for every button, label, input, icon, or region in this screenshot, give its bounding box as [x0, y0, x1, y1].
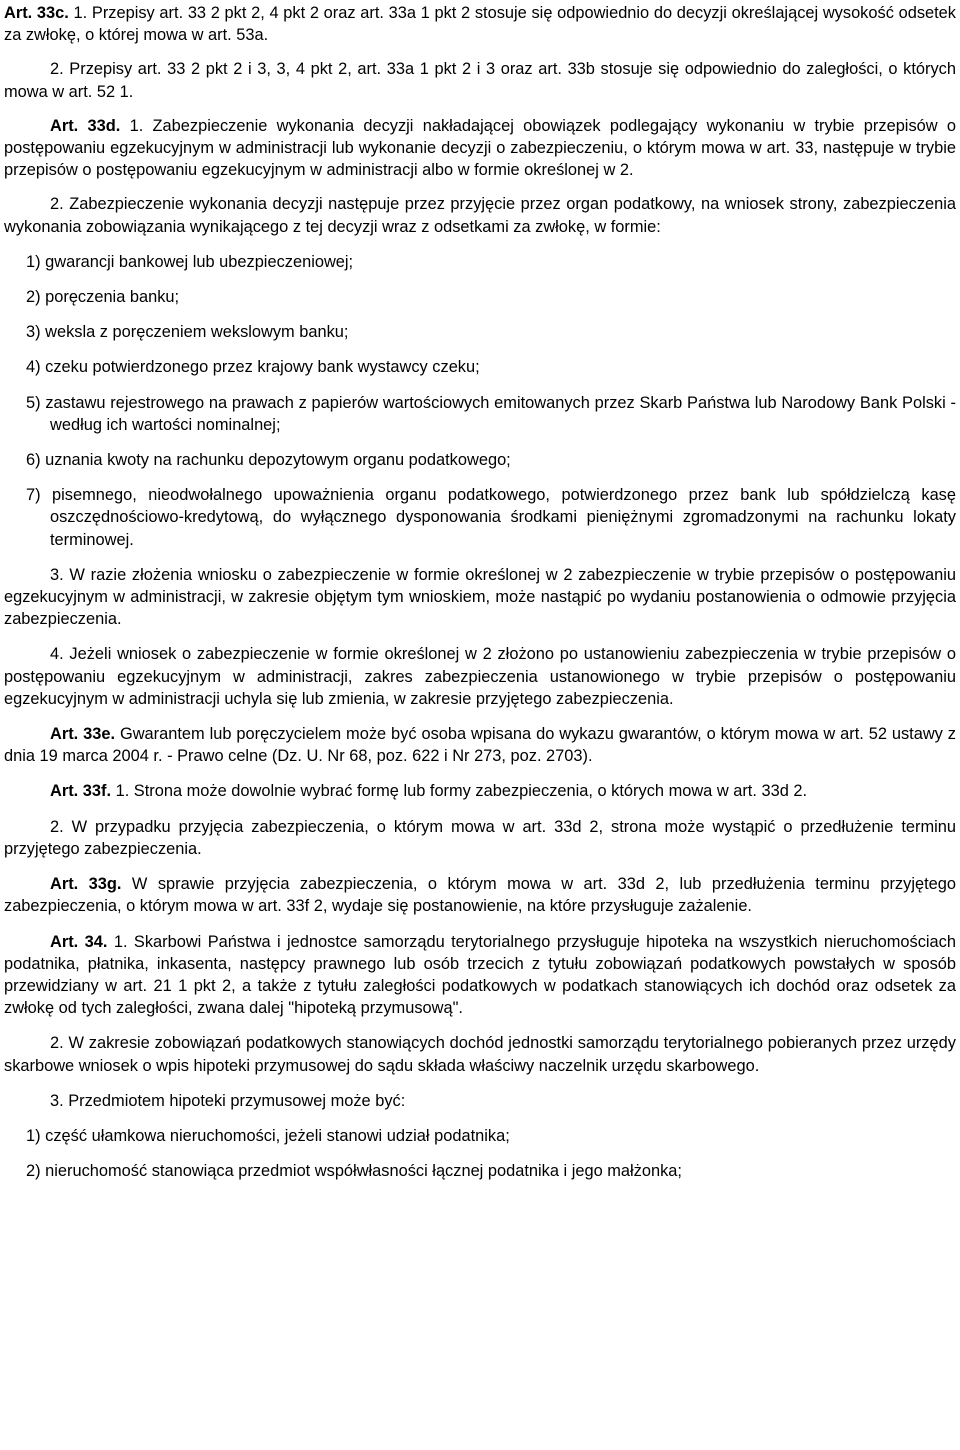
list-item-text: 1) gwarancji bankowej lub ubezpieczeniowej;	[26, 252, 354, 271]
art-33c-par-2	[4, 58, 956, 102]
list-item-2	[4, 286, 956, 308]
list-item-34-2	[4, 1160, 956, 1182]
list-item-text: 7) pisemnego, nieodwołalnego upoważnienia organu podatkowego, potwierdzonego przez bank lub spółdzielczą kasę oszczędnościowo-kredytową, do wyłącznego dysponowania środkami pieniężnymi zgromadzonymi na rachunku lokaty terminowej.	[26, 486, 956, 549]
paragraph-text: 1. Zabezpieczenie wykonania decyzji nakładającej obowiązek podlegający wykonaniu w trybie przepisów o postępowaniu egzekucyjnym w administracji lub wykonanie decyzji o zabezpieczeniu, o którym mowa w art. 33, następuje w trybie przepisów o postępowaniu egzekucyjnym w administracji albo w formie określonej w 2.	[4, 116, 956, 180]
list-item-6	[4, 449, 956, 471]
paragraph-text: 2. W zakresie zobowiązań podatkowych stanowiących dochód jednostki samorządu terytorialnego pobieranych przez urzędy skarbowe wniosek o wpis hipoteki przymusowej do sądu składa właściwy naczelnik urzędu skarbowego.	[4, 1034, 956, 1075]
art-33d-par-4	[4, 643, 956, 710]
art-33d-par-1	[4, 115, 956, 182]
art-33d-par-3	[4, 564, 956, 631]
art-33d-par-2	[4, 193, 956, 237]
list-item-34-1	[4, 1125, 956, 1147]
list-item-text: 2) poręczenia banku;	[26, 288, 180, 307]
paragraph-text: 1. Strona może dowolnie wybrać formę lub formy zabezpieczenia, o których mowa w art. 33d 2.	[111, 782, 808, 801]
paragraph-text: 2. Przepisy art. 33 2 pkt 2 i 3, 3, 4 pkt 2, art. 33a 1 pkt 2 i 3 oraz art. 33b stosuje się odpowiednio do zaległości, o których mowa w art. 52 1.	[4, 60, 956, 101]
paragraph-text: W sprawie przyjęcia zabezpieczenia, o którym mowa w art. 33d 2, lub przedłużenia terminu przyjętego zabezpieczenia, o którym mowa w art. 33f 2, wydaje się postanowienie, na które przysługuje zażalenie.	[4, 875, 956, 916]
art-34-par-1	[4, 931, 956, 1020]
list-item-4	[4, 356, 956, 378]
list-item-text: 6) uznania kwoty na rachunku depozytowym organu podatkowego;	[26, 451, 511, 470]
list-item-text: 4) czeku potwierdzonego przez krajowy bank wystawcy czeku;	[26, 358, 480, 377]
article-heading: Art. 33f.	[50, 782, 112, 801]
list-item-5	[4, 392, 956, 436]
art-34-par-3	[4, 1090, 956, 1112]
paragraph-text: 4. Jeżeli wniosek o zabezpieczenie w formie określonej w 2 złożono po ustanowieniu zabezpieczenia w trybie przepisów o postępowaniu egzekucyjnym w administracji, zakres zabezpieczenia ustanowionego w trybie przepisów o postępowaniu egzekucyjnym w administracji uchyla się lub zmienia, w zakresie przyjętego zabezpieczenia.	[4, 645, 956, 708]
art-33f-par-1	[4, 780, 956, 802]
article-heading: Art. 33c.	[4, 4, 69, 22]
paragraph-text: 2. W przypadku przyjęcia zabezpieczenia, o którym mowa w art. 33d 2, strona może wystąpić o przedłużenie terminu przyjętego zabezpieczenia.	[4, 817, 956, 858]
list-item-text: 3) weksla z poręczeniem wekslowym banku;	[26, 323, 349, 342]
list-item-text: 5) zastawu rejestrowego na prawach z papierów wartościowych emitowanych przez Skarb Państwa lub Narodowy Bank Polski - według ich wartości nominalnej;	[26, 393, 956, 434]
article-heading: Art. 33g.	[50, 875, 122, 894]
paragraph-text: 1. Przepisy art. 33 2 pkt 2, 4 pkt 2 oraz art. 33a 1 pkt 2 stosuje się odpowiednio do decyzji określającej wysokość odsetek za zwłokę, o której mowa w art. 53a.	[4, 4, 956, 45]
list-item-7	[4, 484, 956, 551]
paragraph-text: 3. Przedmiotem hipoteki przymusowej może być:	[50, 1091, 406, 1110]
art-33g	[4, 873, 956, 917]
article-heading: Art. 33d.	[50, 116, 121, 135]
paragraph-text: 2. Zabezpieczenie wykonania decyzji następuje przez przyjęcie przez organ podatkowy, na wniosek strony, zabezpieczenia wykonania zobowiązania wynikającego z tej decyzji wraz z odsetkami za zwłokę, w formie:	[4, 195, 956, 236]
list-item-1	[4, 251, 956, 273]
document-page	[0, 2, 960, 1450]
art-34-par-2	[4, 1032, 956, 1076]
list-item-text: 2) nieruchomość stanowiąca przedmiot współwłasności łącznej podatnika i jego małżonka;	[26, 1162, 682, 1181]
article-heading: Art. 34.	[50, 932, 108, 951]
paragraph-text: Gwarantem lub poręczycielem może być osoba wpisana do wykazu gwarantów, o którym mowa w art. 52 ustawy z dnia 19 marca 2004 r. - Prawo celne (Dz. U. Nr 68, poz. 622 i Nr 273, poz. 2703).	[4, 725, 956, 766]
art-33c-par-1	[4, 2, 956, 46]
art-33e	[4, 723, 956, 767]
list-item-text: 1) część ułamkowa nieruchomości, jeżeli stanowi udział podatnika;	[26, 1126, 510, 1145]
paragraph-text: 1. Skarbowi Państwa i jednostce samorządu terytorialnego przysługuje hipoteka na wszystkich nieruchomościach podatnika, płatnika, inkasenta, następcy prawnego lub osób trzecich z tytułu zobowiązań podatkowych powstałych w sposób przewidziany w art. 21 1 pkt 2, a także z tytułu zaległości podatkowych w podatkach stanowiących ich dochód oraz odsetek za zwłokę od tych zaległości, zwana dalej "hipoteką przymusową".	[4, 932, 956, 1018]
list-item-3	[4, 321, 956, 343]
article-heading: Art. 33e.	[50, 725, 116, 744]
art-33f-par-2	[4, 816, 956, 860]
paragraph-text: 3. W razie złożenia wniosku o zabezpieczenie w formie określonej w 2 zabezpieczenie w trybie przepisów o postępowaniu egzekucyjnym w administracji, w zakresie objętym tym wnioskiem, może nastąpić po wydaniu postanowienia o odmowie przyjęcia zabezpieczenia.	[4, 565, 956, 629]
